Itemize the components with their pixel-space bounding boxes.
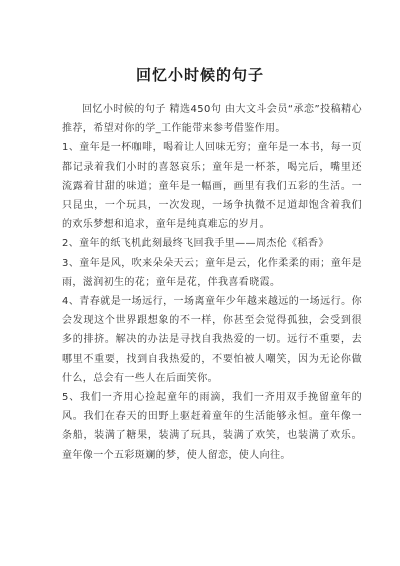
paragraph-3: 3、童年是风，吹来朵朵天云；童年是云，化作柔柔的雨；童年是雨，滋润初生的花；童年是花，伴我喜看晓霞。 bbox=[62, 257, 362, 288]
intro-paragraph: 回忆小时候的句子 精选450句 由大文斗会员“承恋”投稿精心推荐，希望对你的学_工作能带来参考借鉴作用。 bbox=[62, 104, 362, 135]
page-title: 回忆小时候的句子 bbox=[135, 66, 264, 84]
paragraph-1: 1、童年是一杯咖啡，喝着让人回味无穷；童年是一本书，每一页都记录着我们小时的喜怒哀乐；童年是一杯茶，喝完后，嘴里还流露着甘甜的味道；童年是一幅画，画里有我们五彩的生活。一只昆虫，一个玩具，一次发现，一场争执微不足道却饱含着我们的欢乐梦想和追求，童年是纯真难忘的岁月。 bbox=[62, 142, 362, 231]
paragraph-2: 2、童年的纸飞机此刻最终飞回我手里——周杰伦《稻香》 bbox=[62, 238, 329, 250]
document-body bbox=[62, 100, 362, 465]
paragraph-4: 4、青春就是一场远行，一场离童年少年越来越远的一场远行。你会发现这个世界跟想象的不一样，你甚至会觉得孤独，会受到很多的排挤。解决的办法是寻找自我热爱的一切。远行不重要，去哪里不重要，找到自我热爱的，不要怕被人嘲笑，因为无论你做什么，总会有一些人在后面笑你。 bbox=[62, 296, 362, 384]
paragraph-5: 5、我们一齐用心捡起童年的雨滴，我们一齐用双手挽留童年的风。我们在春天的田野上驱赶着童年的生活能够永恒。童年像一条船，装满了糖果，装满了玩具，装满了欢笑，也装满了欢乐。童年像一个五彩斑斓的梦，使人留恋，使人向往。 bbox=[62, 392, 362, 461]
